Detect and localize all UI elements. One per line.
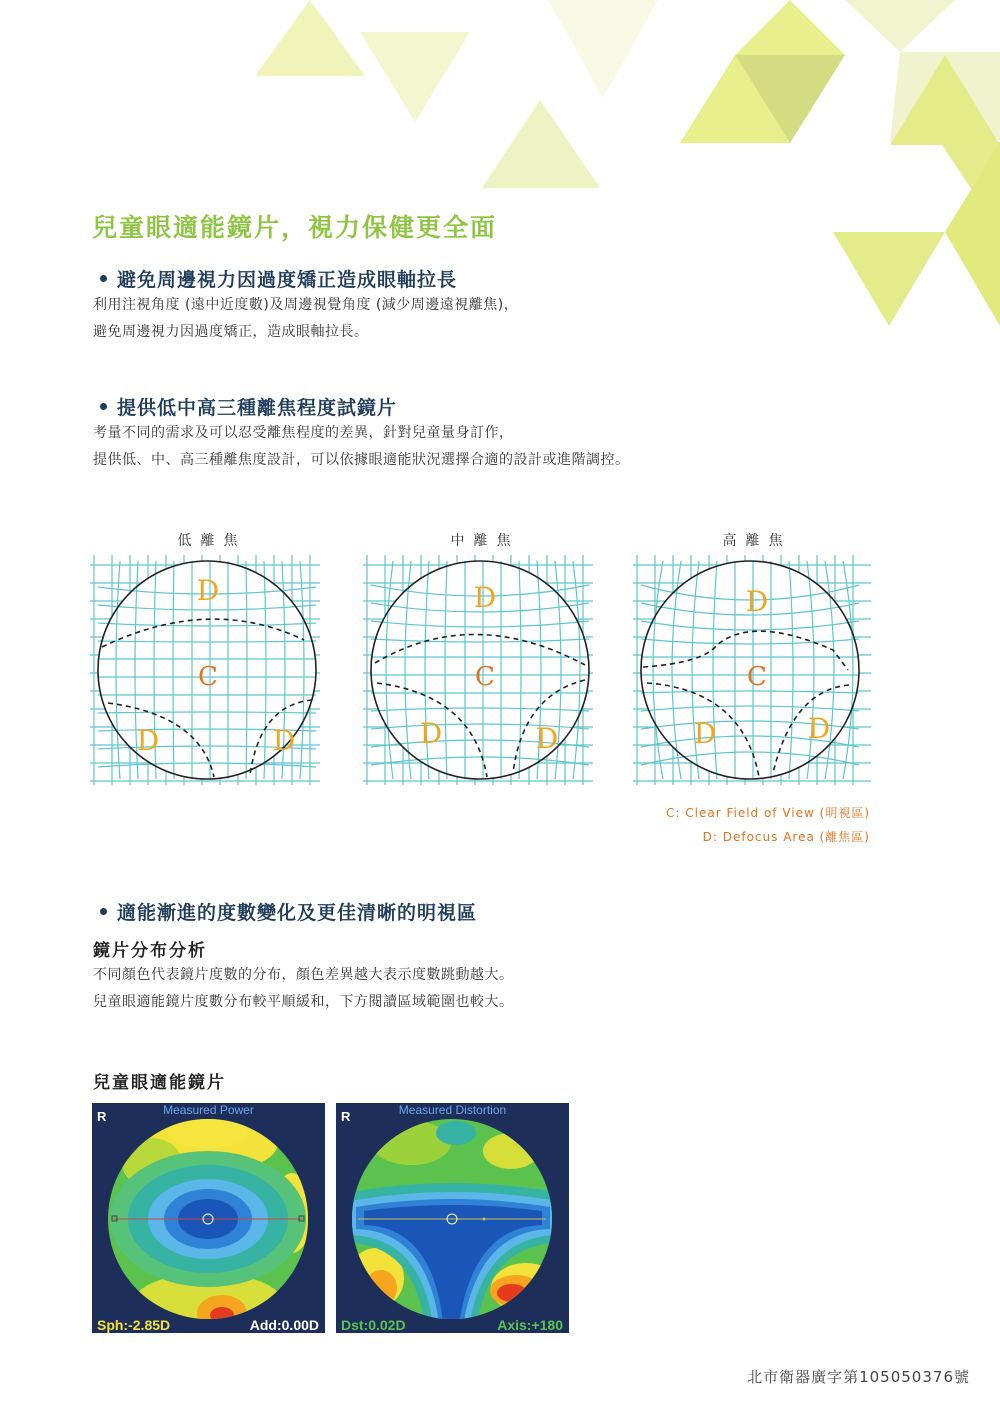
defocus-letter: D (136, 724, 160, 757)
axis-value: Axis:+180 (497, 1317, 563, 1333)
section-heading-3 (100, 898, 477, 925)
diagram-label-mid: 中離焦 (450, 533, 520, 549)
bullet-icon (100, 275, 107, 282)
distortion-map-image (336, 1103, 569, 1333)
body-line: 避免周邊視力因過度矯正，造成眼軸拉長。 (93, 324, 369, 340)
defocus-letter: D (693, 717, 717, 750)
defocus-letter: D (419, 717, 443, 750)
distortion-map (336, 1103, 569, 1333)
diagram-high-defocus (633, 555, 871, 785)
page-title: 兒童眼適能鏡片，視力保健更全面 (92, 213, 498, 242)
diagram-label-high: 高離焦 (722, 533, 792, 549)
section-body-1 (93, 292, 518, 346)
bullet-icon (100, 403, 107, 410)
clear-letter: C (475, 662, 495, 692)
legend-clear: C: Clear Field of View (明視區) (666, 806, 870, 820)
section-subheading: 鏡片分布分析 (93, 941, 207, 961)
diagram-low-defocus (90, 555, 320, 785)
legend-defocus: D: Defocus Area (離焦區) (702, 830, 870, 844)
section-heading-1 (100, 265, 457, 292)
clear-letter: C (747, 662, 767, 692)
defocus-letter: D (535, 722, 559, 755)
sph-value: Sph:-2.85D (97, 1317, 171, 1333)
body-line: 兒童眼適能鏡片度數分布較平順緩和，下方閱讀區域範圍也較大。 (93, 994, 514, 1010)
dst-value: Dst:0.02D (341, 1317, 406, 1333)
diagram-label-low: 低離焦 (177, 533, 247, 549)
body-line: 提供低、中、高三種離焦度設計，可以依據眼適能狀況選擇合適的設計或進階調控。 (93, 452, 630, 468)
bullet-icon (100, 908, 107, 915)
eye-label: R (97, 1109, 107, 1124)
section-heading-3-text: 適能漸進的度數變化及更佳清晰的明視區 (117, 902, 478, 924)
power-map-image (92, 1103, 325, 1333)
clear-letter: C (198, 662, 218, 692)
defocus-letter: D (473, 581, 497, 614)
defocus-letter: D (807, 712, 831, 745)
lens-section-title: 兒童眼適能鏡片 (93, 1073, 226, 1093)
body-line: 利用注視角度 (遠中近度數)及周邊視覺角度 (減少周邊遠視離焦)， (93, 297, 519, 313)
eye-label: R (341, 1109, 351, 1124)
defocus-letter: D (196, 574, 220, 607)
license-footer: 北市衛器廣字第105050376號 (747, 1368, 970, 1386)
section-body-3 (93, 962, 514, 1016)
add-value: Add:0.00D (249, 1317, 319, 1333)
section-body-2 (93, 420, 630, 474)
map-title: Measured Power (163, 1103, 254, 1117)
body-line: 考量不同的需求及可以忍受離焦程度的差異，針對兒童量身訂作， (93, 425, 514, 441)
body-line: 不同顏色代表鏡片度數的分布，顏色差異越大表示度數跳動越大。 (93, 967, 514, 983)
map-title: Measured Distortion (398, 1103, 507, 1117)
section-heading-2-text: 提供低中高三種離焦程度試鏡片 (117, 397, 398, 419)
power-map (92, 1103, 325, 1333)
diagram-mid-defocus (363, 555, 593, 785)
section-heading-2 (100, 393, 397, 420)
section-heading-1-text: 避免周邊視力因過度矯正造成眼軸拉長 (117, 269, 458, 291)
defocus-letter: D (745, 585, 769, 618)
defocus-letter: D (272, 724, 296, 757)
